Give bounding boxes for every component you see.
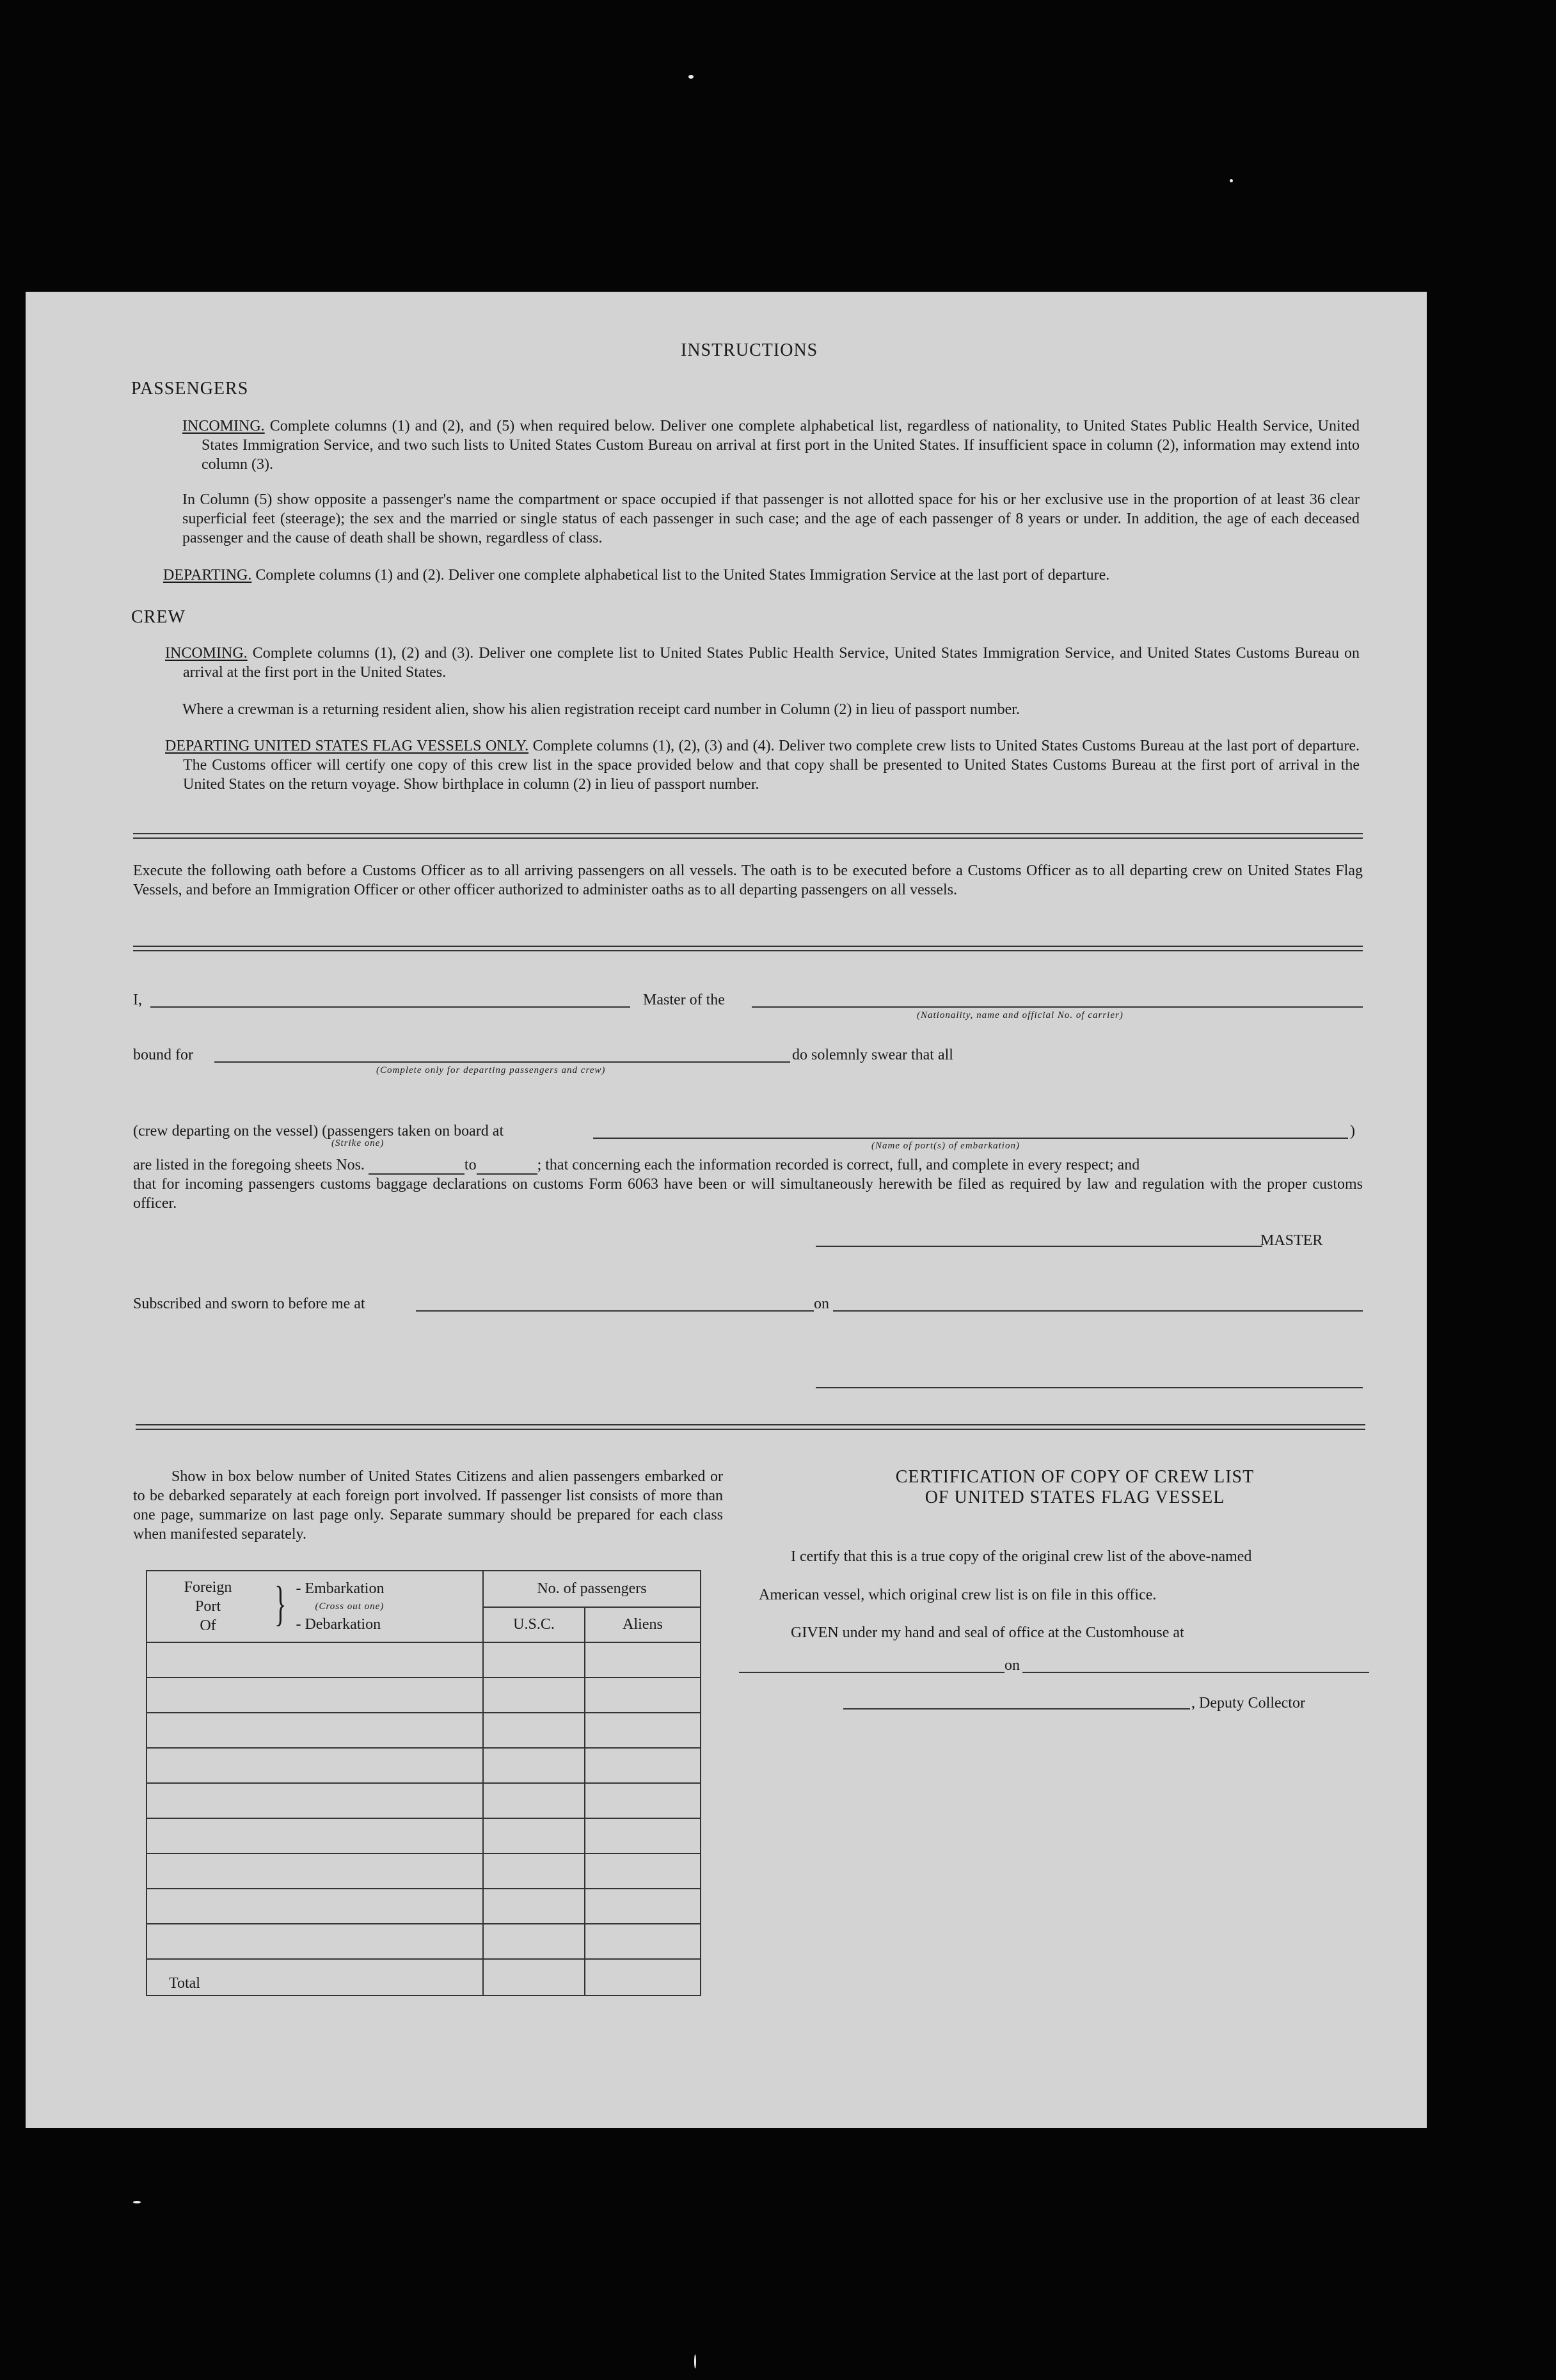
passenger-summary-table	[146, 1570, 701, 1996]
column5-paragraph: In Column (5) show opposite a passenger's name the compartment or space occupied if that passenger is not allotted space for his or her exclusive use in the proportion of at least 36 clear superficial feet (steerage); the sex and the married or single status of each passenger in such case; and the age of each passenger of 8 years or under. In addition, the age of each deceased passenger and the cause of death shall be shown, regardless of class.	[182, 491, 1360, 546]
usc-cell[interactable]	[483, 1783, 585, 1818]
given-line	[791, 1623, 1184, 1642]
port-label: Port	[194, 1598, 221, 1615]
execute-oath-paragraph: Execute the following oath before a Customs Officer as to all arriving passengers on all vessels. The oath is to be executed before a Customs Officer as to all departing crew on United States Flag Vessels, and before an Immigration Officer or other officer authorized to administer oaths as to all departing passengers on all vessels.	[133, 862, 1363, 898]
usc-cell[interactable]	[483, 1889, 585, 1924]
no-passengers-header: No. of passengers	[483, 1571, 701, 1607]
port-cell[interactable]	[147, 1678, 483, 1713]
listed-prefix: are listed in the foregoing sheets Nos.	[133, 1157, 365, 1173]
master-of-label: Master of the	[643, 992, 725, 1008]
master-signature-field[interactable]	[816, 1246, 1262, 1247]
port-cell[interactable]	[147, 1889, 483, 1924]
port-cell[interactable]	[147, 1748, 483, 1783]
usc-cell[interactable]	[483, 1924, 585, 1959]
departing-flag-paragraph	[165, 736, 1360, 794]
port-caption: (Name of port(s) of embarkation)	[871, 1141, 1020, 1151]
passengers-incoming-paragraph	[182, 416, 1360, 474]
divider	[133, 833, 1363, 839]
swear-label: do solemnly swear that all	[792, 1047, 953, 1063]
cross-out-caption: (Cross out one)	[315, 1601, 385, 1612]
certification-title-line2: OF UNITED STATES FLAG VESSEL	[925, 1488, 1225, 1507]
usc-total-cell[interactable]	[483, 1959, 585, 1995]
divider	[136, 1424, 1365, 1430]
strike-one-caption: (Strike one)	[331, 1138, 385, 1148]
to-label: to	[464, 1157, 477, 1173]
nationality-caption: (Nationality, name and official No. of carrier)	[917, 1010, 1123, 1020]
subscribed-label: Subscribed and sworn to before me at	[133, 1296, 365, 1312]
departing-flag-label: DEPARTING UNITED STATES FLAG VESSELS ONLY.	[165, 738, 529, 754]
sworn-date-field[interactable]	[833, 1310, 1363, 1312]
port-cell[interactable]	[147, 1853, 483, 1889]
embarkation-option[interactable]: - Embarkation	[296, 1580, 385, 1597]
given-label: GIVEN	[791, 1624, 839, 1641]
crewman-paragraph: Where a crewman is a returning resident alien, show his alien registration receipt card number in Column (2) in lieu of passport number.	[182, 701, 1020, 718]
foreign-port-header	[147, 1571, 483, 1642]
crew-departing-label: (crew departing on the vessel) (passengers taken on board at	[133, 1123, 504, 1139]
aliens-cell[interactable]	[585, 1748, 701, 1783]
instructions-title: INSTRUCTIONS	[681, 340, 818, 360]
crew-incoming-text: Complete columns (1), (2) and (3). Deliver one complete list to United States Public Health Service, United States Immigration Service, and United States Customs Bureau on arrival at the first port in the United States.	[183, 645, 1360, 681]
aliens-cell[interactable]	[585, 1924, 701, 1959]
aliens-cell[interactable]	[585, 1783, 701, 1818]
cert-date-field[interactable]	[1022, 1672, 1369, 1673]
cert-on-label: on	[1004, 1657, 1020, 1674]
incoming-text: Complete columns (1) and (2), and (5) when required below. Deliver one complete alphabetical list, regardless of nationality, to United States Public Health Service, United States Immigration Service, and two such lists to United States Custom Bureau on arrival at first port in the United States. If insufficient space in column (2), information may extend into column (3).	[202, 418, 1360, 473]
port-cell[interactable]	[147, 1783, 483, 1818]
crew-incoming-paragraph	[165, 644, 1360, 682]
debarkation-option[interactable]: - Debarkation	[296, 1616, 381, 1633]
bound-for-field[interactable]	[214, 1061, 790, 1063]
certification-title-line1: CERTIFICATION OF COPY OF CREW LIST	[895, 1467, 1255, 1487]
usc-header: U.S.C.	[483, 1607, 585, 1642]
listed-rest: ; that concerning each the information recorded is correct, full, and complete in every respect; and	[537, 1157, 1140, 1173]
aliens-cell[interactable]	[585, 1642, 701, 1678]
aliens-header: Aliens	[585, 1607, 701, 1642]
summary-instructions: Show in box below number of United States Citizens and alien passengers embarked or to be debarked separately at each foreign port involved. If passenger list consists of more than one page, summarize on last page only. Separate summary should be prepared for each class when manifested separately.	[133, 1468, 723, 1543]
port-cell[interactable]	[147, 1713, 483, 1748]
bound-for-label: bound for	[133, 1047, 193, 1063]
usc-cell[interactable]	[483, 1748, 585, 1783]
incoming-label: INCOMING.	[182, 418, 265, 434]
sworn-on-label: on	[814, 1296, 829, 1312]
of-label: Of	[200, 1617, 216, 1634]
departing-text: Complete columns (1) and (2). Deliver one complete alphabetical list to the United States Immigration Service at the last port of departure.	[255, 567, 1110, 583]
given-text: under my hand and seal of office at the Customhouse at	[842, 1624, 1184, 1641]
declaration-paragraph: that for incoming passengers customs baggage declarations on customs Form 6063 have been or will simultaneously herewith be filed as required by law and regulation with the proper customs officer.	[133, 1176, 1363, 1212]
sheet-from-field[interactable]	[369, 1159, 464, 1175]
port-cell[interactable]	[147, 1642, 483, 1678]
usc-cell[interactable]	[483, 1853, 585, 1889]
crew-incoming-label: INCOMING.	[165, 645, 248, 662]
port-cell[interactable]	[147, 1924, 483, 1959]
customhouse-field[interactable]	[739, 1672, 1004, 1673]
passengers-departing-paragraph	[163, 566, 1360, 585]
i-label: I,	[133, 992, 142, 1008]
sworn-place-field[interactable]	[416, 1310, 814, 1312]
certification-title	[723, 1467, 1427, 1508]
departing-flag-text: Complete columns (1), (2), (3) and (4). Deliver two complete crew lists to United States Customs Bureau at the last port of departure. The Customs officer will certify one copy of this crew list in the space provided below and that copy shall be presented to United States Customs Bureau at the first port of arrival in the United States on the return voyage. Show birthplace in column (2) in lieu of passport number.	[183, 738, 1360, 793]
foreign-label: Foreign	[184, 1579, 232, 1596]
aliens-cell[interactable]	[585, 1678, 701, 1713]
close-paren: )	[1350, 1123, 1355, 1139]
crew-heading: CREW	[131, 607, 186, 627]
deputy-collector-signature-field[interactable]	[843, 1708, 1190, 1710]
usc-cell[interactable]	[483, 1713, 585, 1748]
carrier-field[interactable]	[752, 1006, 1363, 1008]
certify-text-line1: I certify that this is a true copy of the original crew list of the above-named	[791, 1548, 1252, 1565]
aliens-cell[interactable]	[585, 1853, 701, 1889]
master-name-field[interactable]	[150, 1006, 630, 1008]
deputy-collector-label: , Deputy Collector	[1191, 1695, 1305, 1711]
aliens-cell[interactable]	[585, 1713, 701, 1748]
usc-cell[interactable]	[483, 1642, 585, 1678]
aliens-cell[interactable]	[585, 1889, 701, 1924]
port-cell[interactable]	[147, 1818, 483, 1853]
form-sheet	[26, 292, 1427, 2128]
passengers-heading: PASSENGERS	[131, 379, 249, 399]
brace-icon: }	[274, 1577, 287, 1631]
aliens-total-cell[interactable]	[585, 1959, 701, 1995]
total-label: Total	[147, 1959, 483, 1995]
usc-cell[interactable]	[483, 1818, 585, 1853]
port-embarkation-field[interactable]	[593, 1138, 1348, 1139]
departing-label: DEPARTING.	[163, 567, 252, 583]
certify-text-line2: American vessel, which original crew list is on file in this office.	[759, 1587, 1157, 1603]
aliens-cell[interactable]	[585, 1818, 701, 1853]
divider	[133, 946, 1363, 951]
master-label: MASTER	[1260, 1232, 1323, 1249]
listed-paragraph	[133, 1155, 1363, 1175]
officer-signature-field[interactable]	[816, 1387, 1363, 1388]
usc-cell[interactable]	[483, 1678, 585, 1713]
complete-only-caption: (Complete only for departing passengers and crew)	[376, 1065, 606, 1075]
sheet-to-field[interactable]	[477, 1159, 537, 1175]
